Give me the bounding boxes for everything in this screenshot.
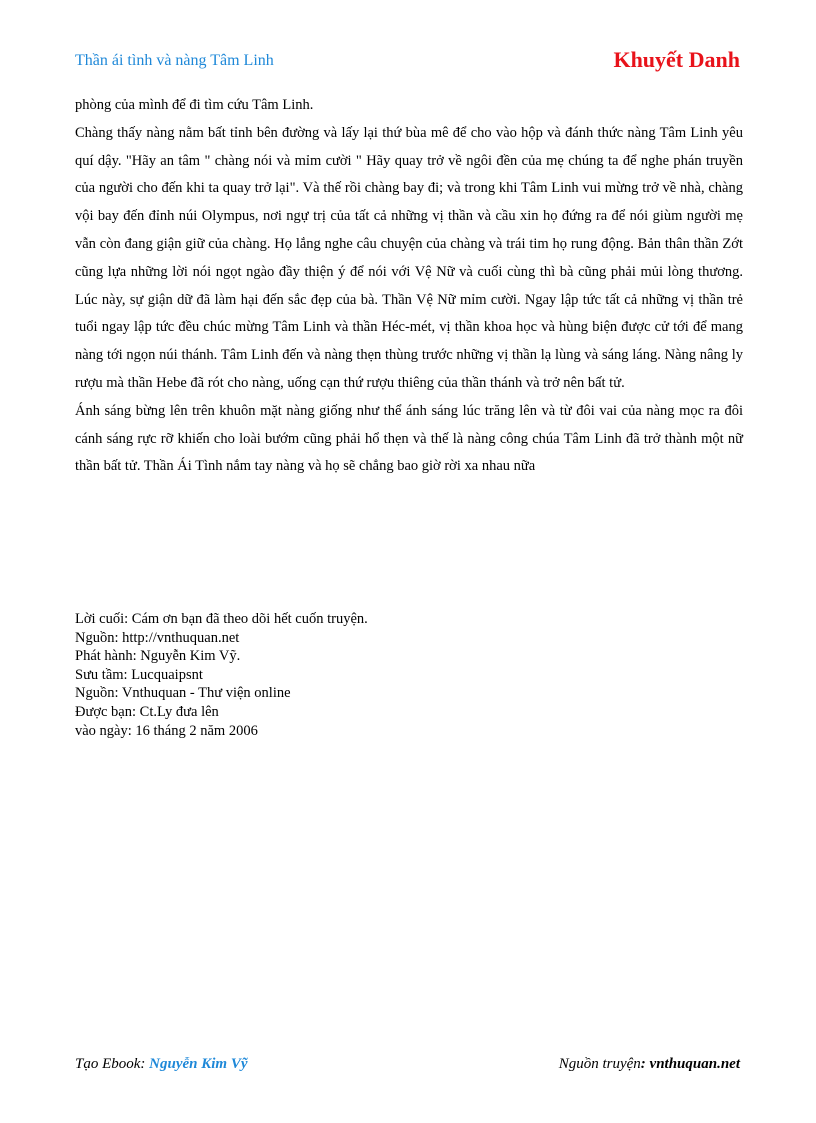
author-name: Khuyết Danh xyxy=(613,47,740,72)
credits-block xyxy=(75,610,368,740)
footer-ebook-label: Tạo Ebook xyxy=(75,1056,141,1072)
paragraph: phòng của mình để đi tìm cứu Tâm Linh. xyxy=(75,97,314,113)
story-title: Thần ái tình và nàng Tâm Linh xyxy=(75,52,274,69)
credit-line: Nguồn: Vnthuquan - Thư viện online xyxy=(75,685,291,702)
story-body xyxy=(75,92,743,481)
credit-line: vào ngày: 16 tháng 2 năm 2006 xyxy=(75,722,258,739)
footer-source-credit xyxy=(559,1056,740,1073)
footer-source-site: vnthuquan.net xyxy=(649,1056,740,1072)
credit-line: Nguồn: http://vnthuquan.net xyxy=(75,629,240,646)
credit-line: Lời cuối: Cám ơn bạn đã theo dõi hết cuốn truyện. xyxy=(75,611,368,627)
footer-source-label: Nguồn truyện xyxy=(558,1056,641,1072)
credit-line: Phát hành: Nguyễn Kim Vỹ. xyxy=(75,648,241,665)
footer-ebook-name: Nguyễn Kim Vỹ xyxy=(149,1056,248,1072)
credit-line: Được bạn: Ct.Ly đưa lên xyxy=(75,703,219,720)
footer-separator: : xyxy=(140,1056,150,1072)
credit-line: Sưu tầm: Lucquaipsnt xyxy=(75,666,203,683)
paragraph: Ánh sáng bừng lên trên khuôn mặt nàng giống như thể ánh sáng lúc trăng lên và từ đôi vai của nàng mọc ra đôi cánh sáng rực rỡ khiến cho loài bướm cũng phải hổ thẹn và thế là nàng công chúa Tâm Linh đã trở thành một nữ thần bất tử. Thần Ái Tình nắm tay nàng và họ sẽ chẳng bao giờ rời xa nhau nữa xyxy=(75,402,743,475)
footer-separator: : xyxy=(640,1056,650,1072)
paragraph: Chàng thấy nàng nằm bất tỉnh bên đường và lấy lại thứ bùa mê để cho vào hộp và đánh thức nàng Tâm Linh yêu quí dậy. "Hãy an tâm " chàng nói và mỉm cười " Hãy quay trở về ngôi đền của mẹ chúng ta để nghe phán truyền của người cho đến khi ta quay trở lại". Và thế rồi chàng bay đi; và trong khi Tâm Linh vui mừng trở về nhà, chàng vội bay đến đỉnh núi Olympus, nơi ngự trị của tất cả những vị thần và cầu xin họ đứng ra để nói giùm người mẹ vẫn còn đang giận giữ của chàng. Họ lắng nghe câu chuyện của chàng và trái tim họ rung động. Bản thân thần Zớt cũng lựa những lời nói ngọt ngào đầy thiện ý để nói với Vệ Nữ và cuối cùng thì bà cũng phải mủi lòng thương. Lúc này, sự giận dữ đã làm hại đến sắc đẹp của bà. Thần Vệ Nữ mỉm cười. Ngay lập tức tất cả những vị thần trẻ tuổi ngay lập tức đều chúc mừng Tâm Linh và thần Héc-mét, vị thần khoa học và hùng biện được cử tới để mang nàng tới ngọn núi thánh. Tâm Linh đến và nàng thẹn thùng trước những vị thần lạ lùng và sáng láng. Nàng nâng ly rượu mà thần Hebe đã rót cho nàng, uống cạn thứ rượu thiêng của thần thánh và trở nên bất tử. xyxy=(75,124,743,391)
footer-ebook-credit xyxy=(75,1056,248,1073)
